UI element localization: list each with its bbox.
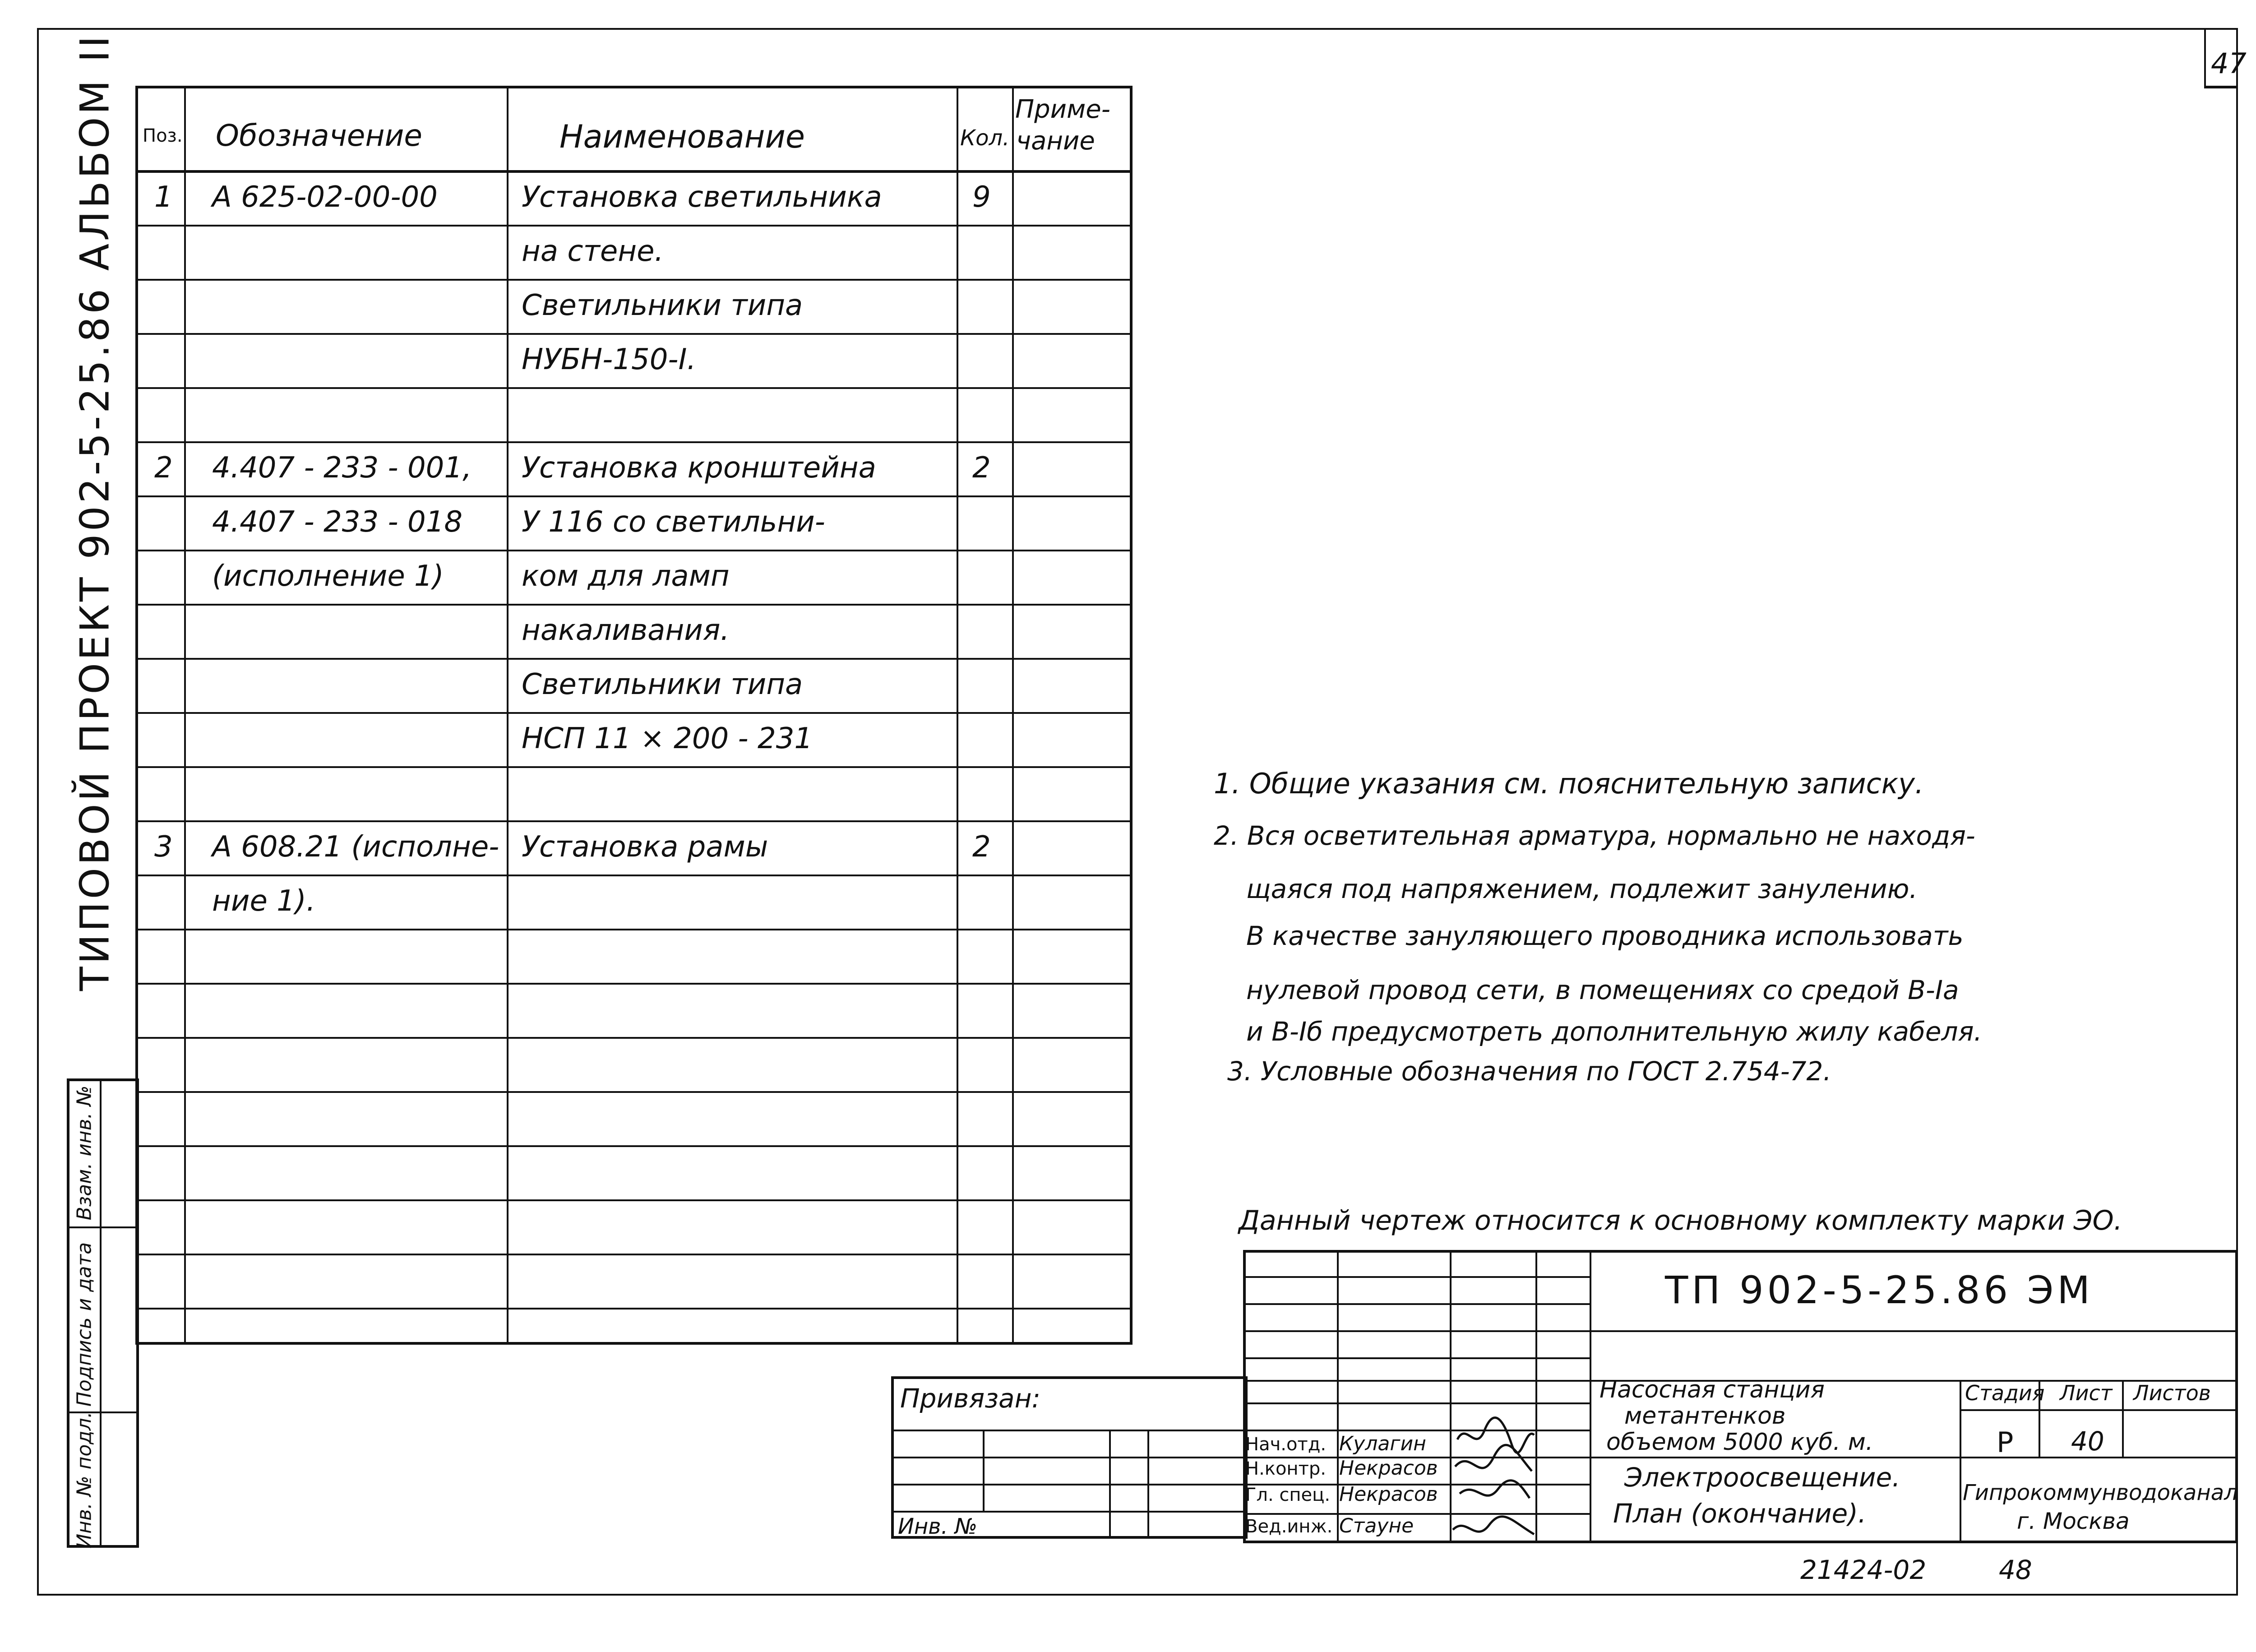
sign-role: Нач.отд. (1245, 1434, 1327, 1455)
row-name: НУБН-150-I. (522, 343, 696, 376)
row-pos: 3 (154, 830, 173, 864)
row-qty: 2 (972, 830, 991, 864)
table-row (135, 388, 1133, 442)
row-name: Установка кронштейна (522, 451, 876, 485)
header-note-2: чание (1016, 126, 1095, 156)
sheet-title-line: Электроосвещение. (1624, 1462, 1900, 1493)
row-name: Установка светильника (522, 180, 882, 214)
table-row (135, 171, 1133, 226)
note-line: щаяся под напряжением, подлежит занулению. (1246, 874, 1918, 904)
object-name-line: метантенков (1624, 1402, 1786, 1430)
table-row (135, 713, 1133, 767)
note-line: 2. Вся осветительная арматура, нормально не находя- (1214, 820, 1975, 851)
footer-page: 48 (1999, 1555, 2032, 1585)
note-line: В качестве зануляющего проводника использовать (1246, 921, 1964, 951)
header-designation: Обозначение (216, 118, 422, 153)
row-name: на стене. (522, 235, 664, 268)
row-name: Светильники типа (522, 668, 803, 701)
row-designation: 4.407 - 233 - 001, (212, 451, 472, 485)
row-designation: А 625-02-00-00 (212, 180, 438, 214)
privyazan-label: Привязан: (900, 1383, 1041, 1414)
note-line: 3. Условные обозначения по ГОСТ 2.754-72. (1227, 1056, 1831, 1087)
side-title: ТИПОВОЙ ПРОЕКТ 902-5-25.86 АЛЬБОМ II (71, 33, 118, 991)
side-stamp-replace: Взам. инв. № (73, 1085, 96, 1221)
sheet-label: Лист (2060, 1381, 2113, 1405)
table-row (135, 659, 1133, 713)
sign-role: Гл. спец. (1245, 1485, 1331, 1505)
table-row (135, 280, 1133, 334)
row-name: НСП 11 × 200 - 231 (522, 722, 813, 755)
row-qty: 2 (972, 451, 991, 485)
side-stamp-inv: Инв. № подл. (73, 1411, 96, 1549)
header-name: Наименование (559, 118, 805, 155)
object-name-line: объемом 5000 куб. м. (1606, 1429, 1873, 1456)
row-name: У 116 со светильни- (522, 505, 825, 539)
table-row (135, 334, 1133, 388)
org-line: г. Москва (2017, 1508, 2130, 1534)
org-line: Гипрокоммунводоканал (1963, 1480, 2238, 1505)
title-code: ТП 902-5-25.86 ЭМ (1665, 1268, 2094, 1312)
sheet-title-line: План (окончание). (1613, 1498, 1867, 1529)
sign-name: Стауне (1339, 1514, 1414, 1537)
sign-role: Вед.инж. (1245, 1516, 1333, 1537)
stage-label: Стадия (1965, 1381, 2045, 1405)
row-name: Установка рамы (522, 830, 768, 864)
sign-name: Некрасов (1339, 1457, 1438, 1480)
side-stamp-sign: Подпись и дата (73, 1242, 96, 1407)
stage-value: Р (1997, 1426, 2014, 1459)
inv-label: Инв. № (898, 1514, 978, 1539)
note-line: и В-Iб предусмотреть дополнительную жилу кабеля. (1246, 1016, 1982, 1047)
header-pos: Поз. (143, 125, 183, 146)
table-row (135, 496, 1133, 551)
doc-number: 21424-02 (1800, 1555, 1927, 1585)
table-row (135, 442, 1133, 496)
reference-note: Данный чертеж относится к основному комплекту марки ЭО. (1239, 1205, 2122, 1236)
note-line: нулевой провод сети, в помещениях со средой В-Iа (1246, 975, 1959, 1005)
sign-role: Н.контр. (1245, 1458, 1326, 1479)
row-name: ком для ламп (522, 560, 730, 593)
page-number: 47 (2211, 47, 2247, 80)
row-name: Светильники типа (522, 289, 803, 322)
row-pos: 1 (154, 180, 173, 214)
row-name: накаливания. (522, 614, 730, 647)
sheets-label: Листов (2133, 1381, 2211, 1405)
table-row (135, 226, 1133, 280)
row-designation: (исполнение 1) (212, 560, 444, 593)
row-designation: 4.407 - 233 - 018 (212, 505, 463, 539)
sign-name: Кулагин (1339, 1432, 1426, 1455)
object-name-line: Насосная станция (1600, 1376, 1825, 1403)
header-qty: Кол. (960, 125, 1010, 151)
sign-name: Некрасов (1339, 1483, 1438, 1506)
sheet-value: 40 (2071, 1426, 2104, 1457)
row-designation: А 608.21 (исполне- (212, 830, 499, 864)
table-row (135, 821, 1133, 875)
row-designation: ние 1). (212, 884, 316, 918)
row-qty: 9 (972, 180, 991, 214)
table-row (135, 767, 1133, 821)
handwritten-signatures (1448, 1412, 1539, 1548)
table-row (135, 875, 1133, 930)
note-line: 1. Общие указания см. пояснительную записку. (1214, 767, 1924, 800)
header-note-1: Приме- (1015, 95, 1110, 124)
row-pos: 2 (154, 451, 173, 485)
table-row (135, 551, 1133, 605)
table-row (135, 605, 1133, 659)
